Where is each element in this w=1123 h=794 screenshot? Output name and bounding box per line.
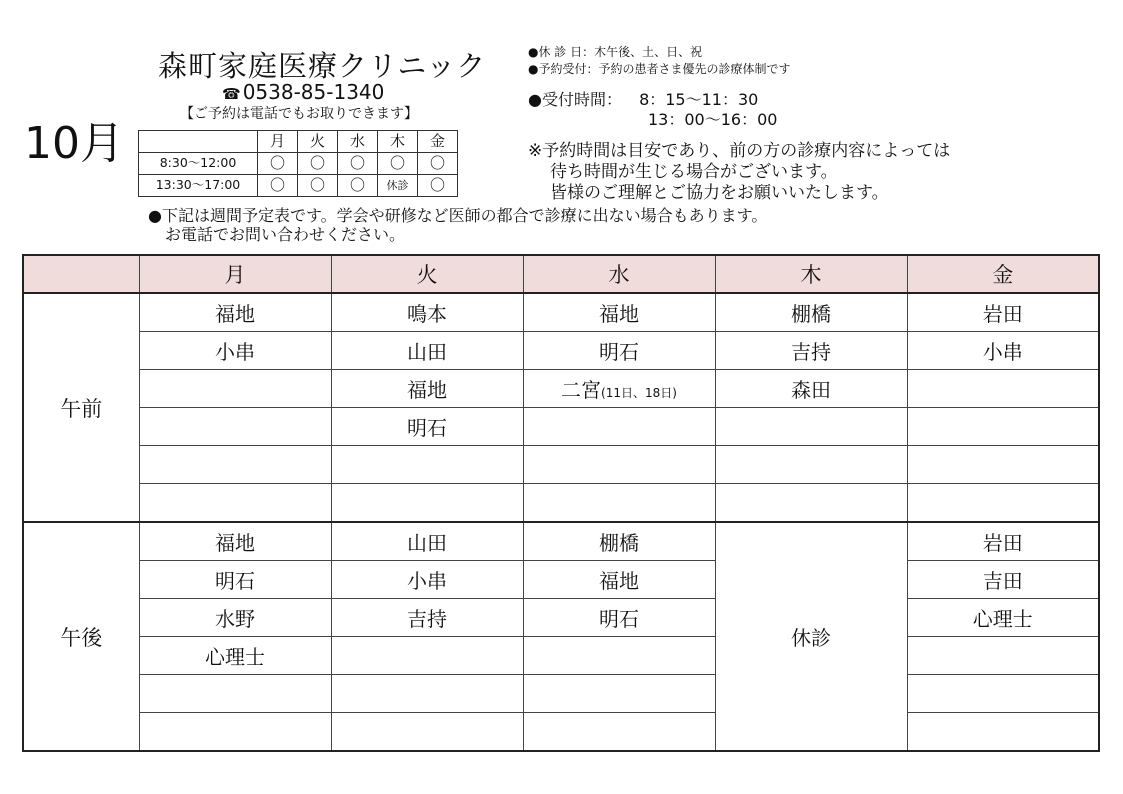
doctor-cell xyxy=(907,408,1099,446)
doctor-cell xyxy=(907,484,1099,523)
doctor-cell: 吉田 xyxy=(907,561,1099,599)
doctor-cell xyxy=(331,713,523,752)
hours-label: ●受付時間： xyxy=(528,90,622,109)
doctor-cell: 明石 xyxy=(331,408,523,446)
pm-row xyxy=(23,522,1099,561)
mini-day-header: 月 xyxy=(258,131,298,153)
doctor-cell: 福地 xyxy=(523,293,715,332)
doctor-cell xyxy=(331,446,523,484)
doctor-cell xyxy=(139,408,331,446)
doctor-cell xyxy=(523,484,715,523)
doctor-cell xyxy=(523,370,715,408)
doctor-cell: 心理士 xyxy=(907,599,1099,637)
doctor-cell xyxy=(139,446,331,484)
doctor-cell xyxy=(139,713,331,752)
pm-row xyxy=(23,675,1099,713)
mini-cell: 〇 xyxy=(258,175,298,197)
closed-days-info: ●休 診 日：木午後、土、日、祝 xyxy=(528,45,703,59)
doctor-cell: 棚橋 xyxy=(523,522,715,561)
doctor-cell xyxy=(523,446,715,484)
clinic-name: 森町家庭医療クリニック xyxy=(158,49,487,83)
phone-note: 【ご予約は電話でもお取りできます】 xyxy=(180,106,418,122)
doctor-cell: 山田 xyxy=(331,332,523,370)
weekly-note xyxy=(148,206,767,244)
month-label: 10月 xyxy=(24,118,124,169)
schedule-day-header: 火 xyxy=(331,255,523,293)
doctor-cell: 明石 xyxy=(523,599,715,637)
notice-line-1: ※予約時間は目安であり、前の方の診療内容によっては xyxy=(528,141,951,161)
mini-cell: 〇 xyxy=(298,175,338,197)
doctor-cell: 明石 xyxy=(139,561,331,599)
notice-line-3: 皆様のご理解とご協力をお願いいたします。 xyxy=(550,183,889,203)
pm-label: 午後 xyxy=(23,522,139,751)
hours-am: 8：15～11：30 xyxy=(639,90,759,109)
mini-cell: 休診 xyxy=(378,175,418,197)
mini-cell: 〇 xyxy=(338,175,378,197)
mini-time-label: 8:30～12:00 xyxy=(139,153,258,175)
doctor-cell: 棚橋 xyxy=(715,293,907,332)
mini-day-header: 木 xyxy=(378,131,418,153)
doctor-cell xyxy=(331,675,523,713)
mini-cell: 〇 xyxy=(418,153,458,175)
am-row xyxy=(23,446,1099,484)
doctor-cell: 小串 xyxy=(139,332,331,370)
doctor-cell xyxy=(907,370,1099,408)
schedule-day-header: 月 xyxy=(139,255,331,293)
doctor-cell xyxy=(523,713,715,752)
doctor-cell xyxy=(907,675,1099,713)
doctor-cell: 福地 xyxy=(139,522,331,561)
pm-row xyxy=(23,713,1099,752)
doctor-cell: 岩田 xyxy=(907,293,1099,332)
doctor-name: 二宮 xyxy=(561,378,602,402)
doctor-cell xyxy=(331,484,523,523)
doctor-cell: 小串 xyxy=(331,561,523,599)
mini-cell: 〇 xyxy=(378,153,418,175)
doctor-cell xyxy=(523,408,715,446)
doctor-cell xyxy=(907,713,1099,752)
schedule-day-header: 木 xyxy=(715,255,907,293)
am-row xyxy=(23,293,1099,332)
mini-cell: 〇 xyxy=(418,175,458,197)
pm-row xyxy=(23,561,1099,599)
hours-pm: 13：00～16：00 xyxy=(648,110,778,129)
mini-corner xyxy=(139,131,258,153)
am-row xyxy=(23,484,1099,523)
doctor-cell: 福地 xyxy=(331,370,523,408)
mini-day-header: 火 xyxy=(298,131,338,153)
am-row xyxy=(23,408,1099,446)
doctor-cell xyxy=(139,484,331,523)
mini-cell: 〇 xyxy=(258,153,298,175)
doctor-cell: 心理士 xyxy=(139,637,331,675)
doctor-cell: 明石 xyxy=(523,332,715,370)
doctor-cell: 岩田 xyxy=(907,522,1099,561)
doctor-cell: 吉持 xyxy=(331,599,523,637)
mini-schedule-table xyxy=(138,130,458,197)
am-row xyxy=(23,370,1099,408)
doctor-cell xyxy=(715,446,907,484)
doctor-cell xyxy=(523,675,715,713)
doctor-cell: 吉持 xyxy=(715,332,907,370)
schedule-day-header: 金 xyxy=(907,255,1099,293)
mini-day-header: 金 xyxy=(418,131,458,153)
am-label: 午前 xyxy=(23,293,139,522)
doctor-cell: 福地 xyxy=(523,561,715,599)
mini-day-header: 水 xyxy=(338,131,378,153)
pm-row xyxy=(23,637,1099,675)
doctor-cell xyxy=(331,637,523,675)
reservation-info: ●予約受付：予約の患者さま優先の診療体制です xyxy=(528,62,791,76)
schedule-day-header: 水 xyxy=(523,255,715,293)
telephone-icon: ☎ xyxy=(222,85,241,103)
doctor-cell: 福地 xyxy=(139,293,331,332)
doctor-cell: 森田 xyxy=(715,370,907,408)
notice-line-2: 待ち時間が生じる場合がございます。 xyxy=(550,162,838,182)
doctor-cell xyxy=(715,484,907,523)
date-note: (11日、18日) xyxy=(601,386,677,400)
mini-time-label: 13:30～17:00 xyxy=(139,175,258,197)
doctor-cell xyxy=(715,408,907,446)
phone-number[interactable]: 0538-85-1340 xyxy=(242,80,385,104)
doctor-cell xyxy=(139,675,331,713)
doctor-cell xyxy=(139,370,331,408)
doctor-cell xyxy=(523,637,715,675)
doctor-cell xyxy=(907,446,1099,484)
thursday-pm-closed: 休診 xyxy=(715,522,907,751)
clinic-phone xyxy=(222,80,384,104)
mini-cell: 〇 xyxy=(338,153,378,175)
doctor-cell: 小串 xyxy=(907,332,1099,370)
pm-row xyxy=(23,599,1099,637)
am-row xyxy=(23,332,1099,370)
doctor-cell: 水野 xyxy=(139,599,331,637)
doctor-cell: 山田 xyxy=(331,522,523,561)
weekly-note-line-1: ●下記は週間予定表です。学会や研修など医師の都合で診療に出ない場合もあります。 xyxy=(148,206,768,225)
mini-cell: 〇 xyxy=(298,153,338,175)
doctor-cell xyxy=(907,637,1099,675)
weekly-schedule-table xyxy=(22,254,1100,752)
doctor-cell: 鳴本 xyxy=(331,293,523,332)
weekly-note-line-2: お電話でお問い合わせください。 xyxy=(165,225,406,244)
schedule-corner xyxy=(23,255,139,293)
